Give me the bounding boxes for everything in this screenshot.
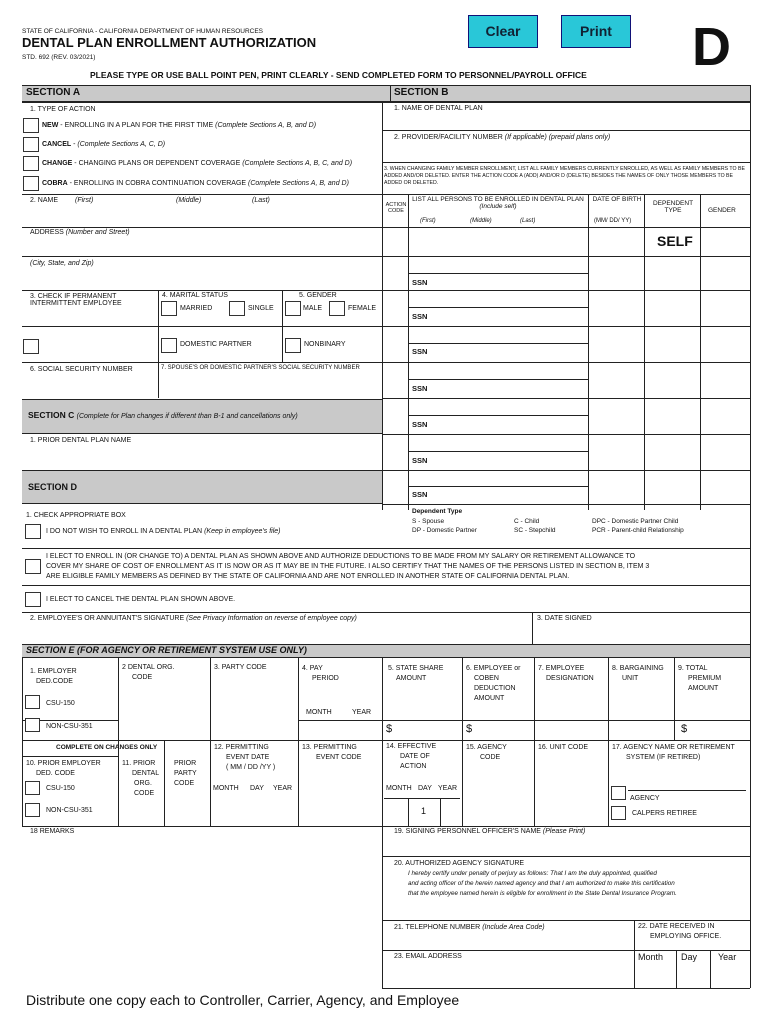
employee-share-dollar: $ <box>466 723 473 735</box>
dependent-type-legend-title: Dependent Type <box>412 508 463 515</box>
elect-enroll-line1: I ELECT TO ENROLL IN (OR CHANGE TO) A DENTAL PLAN AS SHOWN ABOVE AND AUTHORIZE DEDUCTIONS TO BE MADE FROM MY SALARY OR RETIREMENT ALLOWANCE TO <box>46 553 636 560</box>
section-b-title: SECTION B <box>394 87 449 98</box>
csu-150-checkbox[interactable] <box>25 695 40 709</box>
gender-header: GENDER <box>708 207 736 214</box>
telephone-label: 21. TELEPHONE NUMBER (Include Area Code) <box>394 924 545 931</box>
ssn-field-label: 6. SOCIAL SECURITY NUMBER <box>30 366 133 373</box>
ssn-label-2: SSN <box>412 312 428 321</box>
signature-label: 2. EMPLOYEE'S OR ANNUITANT'S SIGNATURE (See Privacy Information on reverse of employee copy) <box>30 615 357 622</box>
clear-button[interactable]: Clear <box>468 15 538 48</box>
plan-name-label: 1. NAME OF DENTAL PLAN <box>394 105 483 112</box>
list-persons-header: LIST ALL PERSONS TO BE ENROLLED IN DENTAL PLAN (Include self) <box>412 196 584 210</box>
cobra-checkbox[interactable] <box>23 176 39 191</box>
ssn-label-5: SSN <box>412 420 428 429</box>
type-of-action-label: 1. TYPE OF ACTION <box>30 106 96 113</box>
cancel-plan-text: I ELECT TO CANCEL THE DENTAL PLAN SHOWN ABOVE. <box>46 596 236 603</box>
effective-day-value: 1 <box>421 806 427 816</box>
form-letter: D <box>692 17 731 77</box>
agency-name: STATE OF CALIFORNIA - CALIFORNIA DEPARTMENT OF HUMAN RESOURCES <box>22 28 264 35</box>
ssn-label-6: SSN <box>412 456 428 465</box>
state-share-dollar: $ <box>386 723 393 735</box>
new-checkbox[interactable] <box>23 118 39 133</box>
signing-officer-label: 19. SIGNING PERSONNEL OFFICER'S NAME (Please Print) <box>394 828 586 835</box>
print-button[interactable]: Print <box>561 15 631 48</box>
non-csu-351-checkbox[interactable] <box>25 718 40 732</box>
married-checkbox[interactable] <box>161 301 177 316</box>
address-label: ADDRESS (Number and Street) <box>30 229 130 236</box>
dependent-type-header: DEPENDENT TYPE <box>652 200 694 214</box>
section-e-title: SECTION E (FOR AGENCY OR RETIREMENT SYSTEM USE ONLY) <box>26 645 307 655</box>
city-label: (City, State, and Zip) <box>30 260 94 267</box>
section-a-b-bar <box>22 85 750 102</box>
marital-status-label: 4. MARITAL STATUS <box>162 292 228 299</box>
instructions: PLEASE TYPE OR USE BALL POINT PEN, PRINT CLEARLY - SEND COMPLETED FORM TO PERSONNEL/PAYROLL OFFICE <box>90 70 587 80</box>
dob-header: DATE OF BIRTH <box>592 196 642 203</box>
section-c-title: SECTION C (Complete for Plan changes if different than B-1 and cancellations only) <box>28 410 298 420</box>
prior-plan-label: 1. PRIOR DENTAL PLAN NAME <box>30 437 132 444</box>
email-label: 23. EMAIL ADDRESS <box>394 953 462 960</box>
female-checkbox[interactable] <box>329 301 345 316</box>
check-appropriate-label: 1. CHECK APPROPRIATE BOX <box>26 512 126 519</box>
change-checkbox[interactable] <box>23 156 39 171</box>
form-number: STD. 692 (REV. 03/2021) <box>22 54 96 61</box>
spouse-ssn-label: 7. SPOUSE'S OR DOMESTIC PARTNER'S SOCIAL SECURITY NUMBER <box>161 365 360 371</box>
ssn-label-4: SSN <box>412 384 428 393</box>
no-enroll-checkbox[interactable] <box>25 524 41 539</box>
cancel-plan-checkbox[interactable] <box>25 592 41 607</box>
permanent-intermittent-label: 3. CHECK IF PERMANENT INTERMITTENT EMPLOYEE <box>30 293 122 307</box>
elect-enroll-line3: ARE ELIGIBLE FAMILY MEMBERS AS DEFINED BY THE STATE OF CALIFORNIA AND ARE NOT ENROLLED IN ANOTHER STATE OF CALIFORNIA DENTAL PLAN. <box>46 573 570 580</box>
total-dollar: $ <box>681 723 688 735</box>
calpers-retiree-checkbox[interactable] <box>611 806 626 820</box>
elect-enroll-checkbox[interactable] <box>25 559 41 574</box>
provider-label: 2. PROVIDER/FACILITY NUMBER (If applicable) (prepaid plans only) <box>394 134 611 141</box>
gender-label: 5. GENDER <box>299 292 337 299</box>
complete-on-changes-label: COMPLETE ON CHANGES ONLY <box>56 744 158 751</box>
prior-csu-150-checkbox[interactable] <box>25 781 40 795</box>
name-label: 2. NAME <box>30 197 59 204</box>
cancel-checkbox[interactable] <box>23 137 39 152</box>
male-checkbox[interactable] <box>285 301 301 316</box>
remarks-label: 18 REMARKS <box>30 828 75 835</box>
nonbinary-checkbox[interactable] <box>285 338 301 353</box>
distribution-note: Distribute one copy each to Controller, Carrier, Agency, and Employee <box>26 992 460 1008</box>
elect-enroll-line2: COVER MY SHARE OF COST OF ENROLLMENT AS IT IS NOW OR AS IT MAY BE IN THE FUTURE. I ALSO CERTIFY THAT THE NAMES OF THE PERSONS LISTED IN SECTION B, ITEM 3 <box>46 563 650 570</box>
change-instructions: 3. WHEN CHANGING FAMILY MEMBER ENROLLMENT, LIST ALL FAMILY MEMBERS CURRENTLY ENROLLED, AS WELL AS FAMILY MEMBERS TO BE ADDED AND/OR DELETED. ENTER THE ACTION CODE A (ADD) AND/OR D (DELETE) BESIDES THE NAMES OF ONLY THOSE MEMBERS TO BE ADDED OR DELETED. <box>384 166 745 186</box>
no-enroll-text: I DO NOT WISH TO ENROLL IN A DENTAL PLAN (Keep in employee's file) <box>46 528 281 535</box>
section-a-title: SECTION A <box>26 87 81 98</box>
date-signed-label: 3. DATE SIGNED <box>537 615 592 622</box>
prior-non-csu-351-checkbox[interactable] <box>25 803 40 817</box>
form-title: DENTAL PLAN ENROLLMENT AUTHORIZATION <box>22 35 317 50</box>
ssn-label-7: SSN <box>412 490 428 499</box>
ssn-label-1: SSN <box>412 278 428 287</box>
ssn-label-3: SSN <box>412 347 428 356</box>
permanent-intermittent-checkbox[interactable] <box>23 339 39 354</box>
agency-checkbox[interactable] <box>611 786 626 800</box>
section-d-title: SECTION D <box>28 482 78 492</box>
domestic-partner-checkbox[interactable] <box>161 338 177 353</box>
self-label: SELF <box>657 233 693 249</box>
auth-signature-label: 20. AUTHORIZED AGENCY SIGNATURE <box>394 860 525 867</box>
single-checkbox[interactable] <box>229 301 245 316</box>
